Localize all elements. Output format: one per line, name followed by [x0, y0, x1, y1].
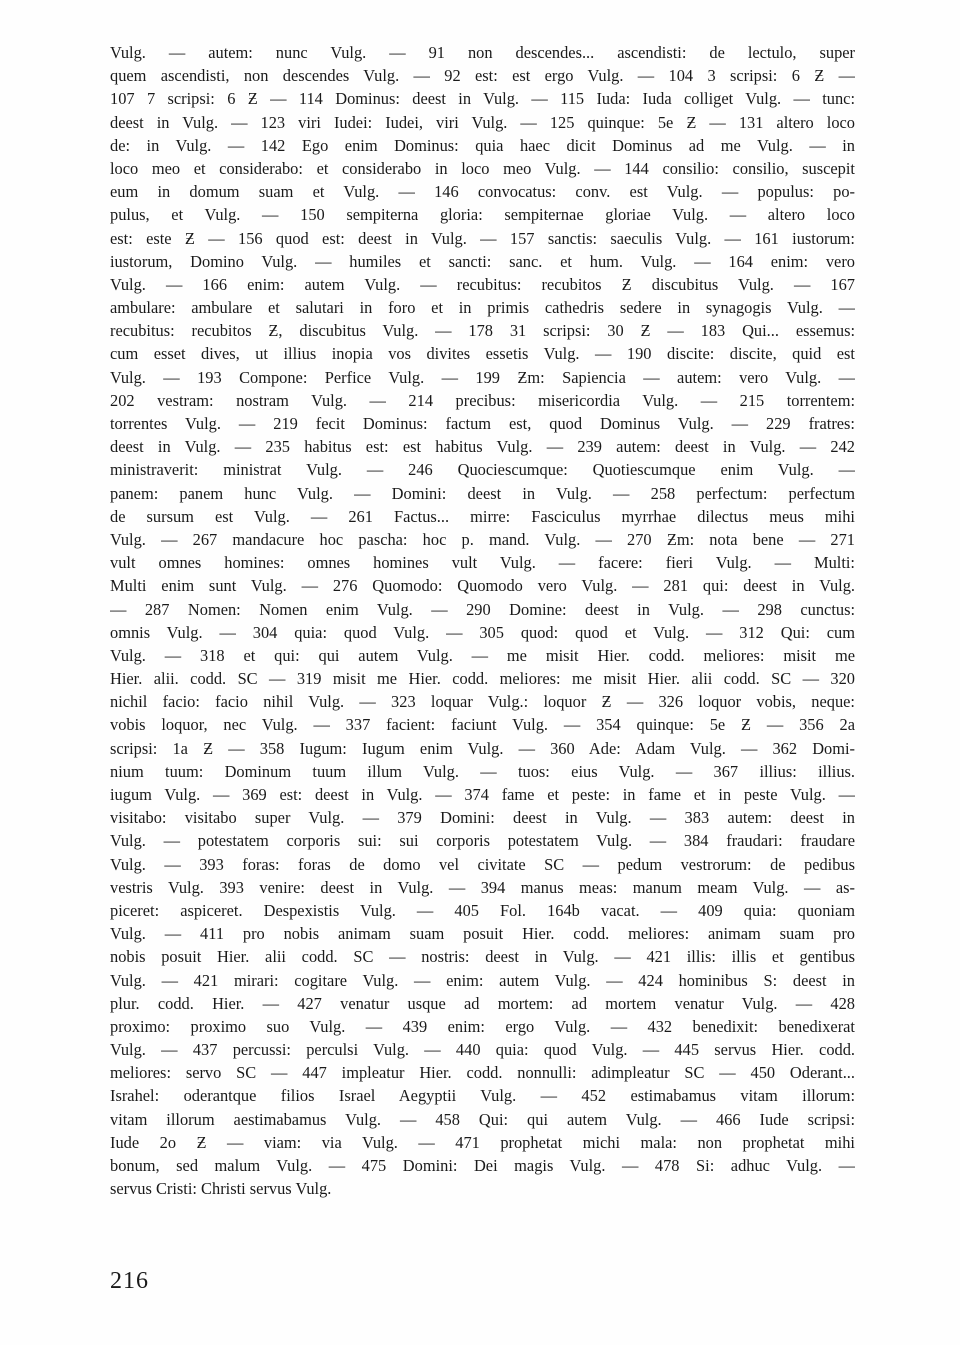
- apparatus-line: Vulg. — 318 et qui: qui autem Vulg. — me misit Hier. codd. meliores: misit me: [110, 645, 855, 665]
- apparatus-line: Vulg. — 267 mandacure hoc pascha: hoc p. mand. Vulg. — 270 Ƶm: nota bene — 271: [110, 529, 855, 549]
- apparatus-line: plur. codd. Hier. — 427 venatur usque ad mortem: ad mortem venatur Vulg. — 428: [110, 993, 855, 1013]
- apparatus-line: Vulg. — 193 Compone: Perfice Vulg. — 199 Ƶm: Sapiencia — autem: vero Vulg. —: [110, 367, 855, 387]
- page-number: 216: [110, 1268, 149, 1294]
- apparatus-line: iugum Vulg. — 369 est: deest in Vulg. — 374 fame et peste: in fame et in peste Vulg. —: [110, 785, 855, 804]
- apparatus-line: torrentes Vulg. — 219 fecit Dominus: factum est, quod Dominus Vulg. — 229 fratres:: [110, 414, 855, 433]
- apparatus-line: Vulg. — potestatem corporis sui: sui corporis potestatem Vulg. — 384 fraudari: fraudare: [110, 831, 855, 851]
- apparatus-line: scripsi: 1a Ƶ — 358 Iugum: Iugum enim Vulg. — 360 Ade: Adam Vulg. — 362 Domi-: [110, 738, 855, 758]
- apparatus-line: recubitus: recubitos Ƶ, discubitus Vulg. — 178 31 scripsi: 30 Ƶ — 183 Qui... essemus:: [110, 321, 855, 341]
- apparatus-line: pulus, et Vulg. — 150 sempiterna gloria: sempiternae gloriae Vulg. — altero loco: [110, 205, 855, 225]
- apparatus-line: eum in domum suam et Vulg. — 146 convocatus: conv. est Vulg. — populus: po-: [110, 182, 855, 202]
- apparatus-line: Vulg. — 437 percussi: perculsi Vulg. — 440 quia: quod Vulg. — 445 servus Hier. codd.: [110, 1040, 855, 1060]
- apparatus-line: loco meo et considerabo: et considerabo in loco meo Vulg. — 144 consilio: consilio, suscepit: [110, 158, 855, 178]
- apparatus-line: servus Cristi: Christi servus Vulg.: [110, 1179, 332, 1199]
- apparatus-line: omnis Vulg. — 304 quia: quod Vulg. — 305 quod: quod et Vulg. — 312 Qui: cum: [110, 622, 855, 642]
- apparatus-line: de sursum est Vulg. — 261 Factus... mirre: Fasciculus myrrhae dilectus meus mihi: [110, 506, 855, 526]
- apparatus-line: 202 vestram: nostram Vulg. — 214 precibus: misericordia Vulg. — 215 torrentem:: [110, 390, 855, 410]
- apparatus-line: deest in Vulg. — 235 habitus est: est habitus Vulg. — 239 autem: deest in Vulg. — 242: [110, 437, 855, 457]
- apparatus-line: nobis posuit Hier. alii codd. SC — nostris: deest in Vulg. — 421 illis: illis et gentibus: [110, 947, 855, 967]
- apparatus-line: 107 7 scripsi: 6 Ƶ — 114 Dominus: deest in Vulg. — 115 Iuda: Iuda colliget Vulg. — tunc:: [110, 89, 855, 109]
- apparatus-line: bonum, sed malum Vulg. — 475 Domini: Dei magis Vulg. — 478 Si: adhuc Vulg. —: [110, 1156, 855, 1175]
- apparatus-line: cum esset dives, ut illius inopia vos divites essetis Vulg. — 190 discite: discite, quid est: [110, 344, 855, 364]
- apparatus-line: deest in Vulg. — 123 viri Iudei: Iudei, viri Vulg. — 125 quinque: 5e Ƶ — 131 altero loco: [110, 112, 855, 132]
- apparatus-line: panem: panem hunc Vulg. — Domini: deest in Vulg. — 258 perfectum: perfectum: [110, 483, 855, 503]
- apparatus-line: Vulg. — 421 mirari: cogitare Vulg. — enim: autem Vulg. — 424 hominibus S: deest in: [110, 970, 855, 990]
- apparatus-line: Israhel: oderantque filios Israel Aegyptii Vulg. — 452 estimabamus vitam illorum:: [110, 1086, 855, 1106]
- apparatus-line: iustorum, Domino Vulg. — humiles et sancti: sanc. et hum. Vulg. — 164 enim: vero: [110, 251, 855, 271]
- apparatus-line: Vulg. — 411 pro nobis animam suam posuit Hier. codd. meliores: animam suam pro: [110, 924, 855, 944]
- apparatus-line: ministraverit: ministrat Vulg. — 246 Quociescumque: Quotiescumque enim Vulg. —: [110, 460, 855, 480]
- apparatus-line: Hier. alii. codd. SC — 319 misit me Hier. codd. meliores: me misit Hier. alii codd. SC — 320: [110, 669, 855, 689]
- apparatus-line: Iude 2o Ƶ — viam: via Vulg. — 471 prophetat michi mala: non prophetat mihi: [110, 1132, 855, 1152]
- apparatus-line: — 287 Nomen: Nomen enim Vulg. — 290 Domine: deest in Vulg. — 298 cunctus:: [110, 599, 855, 619]
- apparatus-line: vitam illorum aestimabamus Vulg. — 458 Qui: qui autem Vulg. — 466 Iude scripsi:: [110, 1109, 855, 1129]
- apparatus-line: vult omnes homines: omnes homines vult Vulg. — facere: fieri Vulg. — Multi:: [110, 553, 855, 573]
- apparatus-line: proximo: proximo suo Vulg. — 439 enim: ergo Vulg. — 432 benedixit: benedixerat: [110, 1016, 855, 1036]
- apparatus-line: visitabo: visitabo super Vulg. — 379 Domini: deest in Vulg. — 383 autem: deest in: [110, 808, 855, 828]
- apparatus-line: ambulare: ambulare et salutari in foro et in primis cathedris sedere in synagogis Vulg. —: [110, 298, 855, 318]
- apparatus-line: de: in Vulg. — 142 Ego enim Dominus: quia haec dicit Dominus ad me Vulg. — in: [110, 135, 855, 155]
- apparatus-line: nium tuum: Dominum tuum illum Vulg. — tuos: eius Vulg. — 367 illius: illius.: [110, 761, 855, 781]
- apparatus-line: vobis loquor, nec Vulg. — 337 facient: faciunt Vulg. — 354 quinque: 5e Ƶ — 356 2a: [110, 715, 855, 735]
- apparatus-line: Vulg. — 166 enim: autem Vulg. — recubitus: recubitos Ƶ discubitus Vulg. — 167: [110, 274, 855, 294]
- apparatus-line: Vulg. — autem: nunc Vulg. — 91 non descendes... ascendisti: de lectulo, super: [110, 43, 855, 62]
- apparatus-line: nichil facio: facio nihil Vulg. — 323 loquar Vulg.: loquor Ƶ — 326 loquor vobis, neque:: [110, 692, 855, 712]
- critical-apparatus-text: [110, 41, 855, 1200]
- apparatus-line: Multi enim sunt Vulg. — 276 Quomodo: Quomodo vero Vulg. — 281 qui: deest in Vulg.: [110, 576, 855, 596]
- apparatus-line: meliores: servo SC — 447 impleatur Hier. codd. nonnulli: adimpleatur SC — 450 Oderant...: [110, 1063, 855, 1083]
- apparatus-line: quem ascendisti, non descendes Vulg. — 92 est: est ergo Vulg. — 104 3 scripsi: 6 Ƶ —: [110, 66, 855, 86]
- apparatus-line: vestris Vulg. 393 venire: deest in Vulg. — 394 manus meas: manum meam Vulg. — as-: [110, 877, 855, 897]
- apparatus-line: piceret: aspiceret. Despexistis Vulg. — 405 Fol. 164b vacat. — 409 quia: quoniam: [110, 900, 855, 920]
- apparatus-line: Vulg. — 393 foras: foras de domo vel civitate SC — pedum vestrorum: de pedibus: [110, 854, 855, 874]
- apparatus-line: est: este Ƶ — 156 quod est: deest in Vulg. — 157 sanctis: saeculis Vulg. — 161 iustorum:: [110, 228, 855, 248]
